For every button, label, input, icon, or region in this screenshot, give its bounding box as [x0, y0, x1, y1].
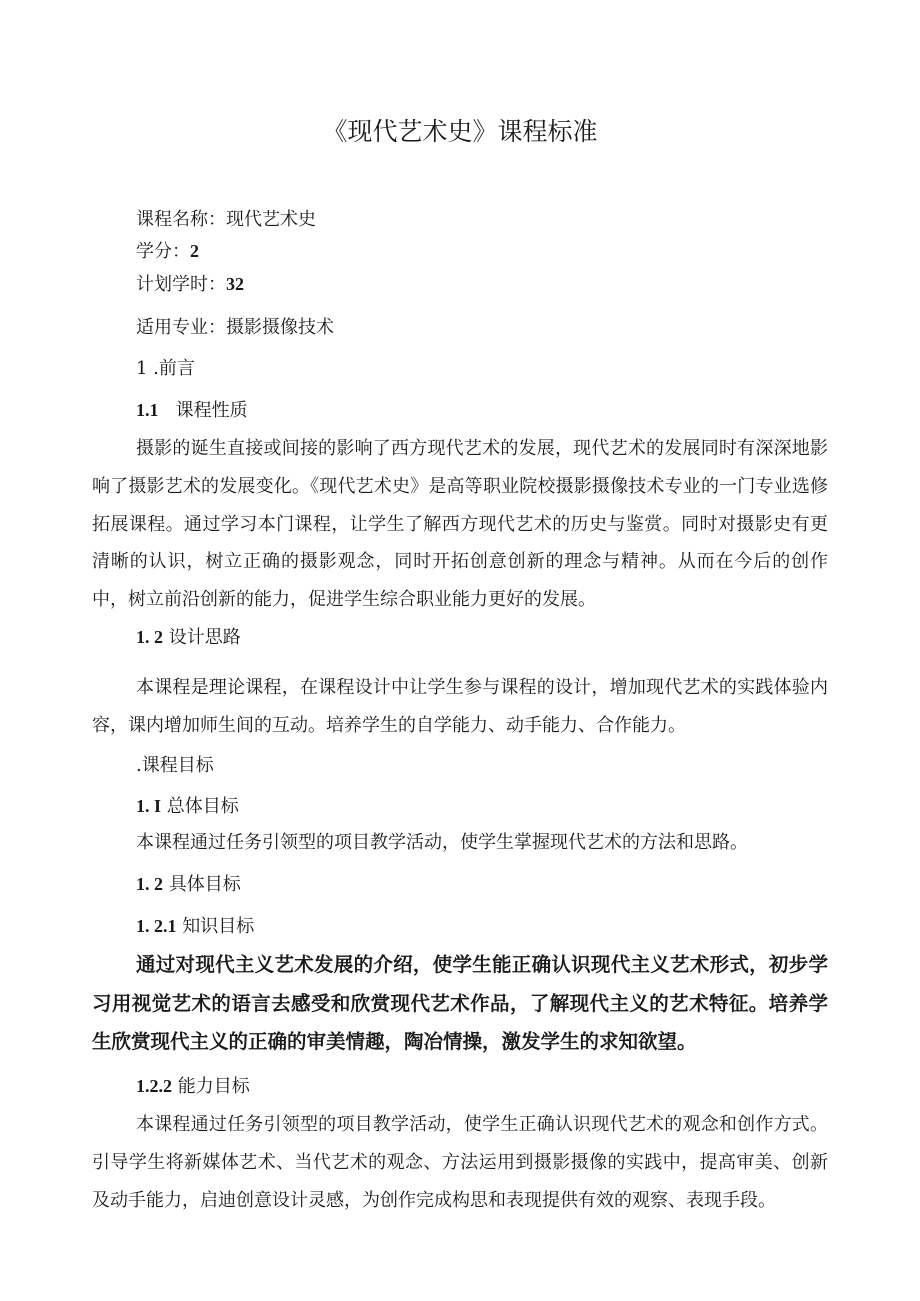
paragraph-course-nature: 摄影的诞生直接或间接的影响了西方现代艺术的发展，现代艺术的发展同时有深深地影响了摄影艺术的发展变化。《现代艺术史》是高等职业院校摄影摄像技术专业的一门专业选修拓展课程。通过学习本门课程，让学生了解西方现代艺术的历史与鉴赏。同时对摄影史有更清晰的认识，树立正确的摄影观念，同时开拓创意创新的理念与精神。从而在今后的创作中，树立前沿创新的能力，促进学生综合职业能力更好的发展。	[92, 438, 828, 611]
major-label: 适用专业：	[136, 317, 226, 338]
credits-line	[136, 239, 199, 264]
section-2-2-2-heading	[136, 1074, 250, 1099]
document-title: 《现代艺术史》课程标准	[322, 117, 598, 146]
course-name-value: 现代艺术史	[226, 209, 316, 230]
paragraph-knowledge-goal: 通过对现代主义艺术发展的介绍，使学生能正确认识现代主义艺术形式，初步学习用视觉艺术的语言去感受和欣赏现代艺术作品，了解现代主义的艺术特征。培养学生欣赏现代主义的正确的审美情趣，陶冶情操，激发学生的求知欲望。	[92, 953, 828, 1053]
section-title: 能力目标	[177, 1076, 250, 1097]
hours-line	[136, 272, 244, 297]
section-1-heading: 1 .前言	[136, 358, 195, 379]
section-title: 总体目标	[166, 796, 239, 817]
section-number: 1. 2.1	[136, 916, 177, 936]
course-name-label: 课程名称：	[136, 209, 226, 230]
section-title: 课程性质	[175, 400, 248, 421]
course-name-line	[136, 208, 316, 232]
section-title: 设计思路	[168, 627, 241, 648]
section-1-1-heading	[136, 398, 248, 423]
major-value: 摄影摄像技术	[226, 317, 334, 338]
section-2-2-1-heading	[136, 914, 254, 939]
hours-label: 计划学时：	[136, 274, 226, 295]
section-number: 1. 2	[136, 627, 163, 647]
section-title: 知识目标	[182, 916, 255, 937]
credits-value: 2	[190, 241, 199, 261]
section-2-1-heading	[136, 794, 239, 819]
major-line	[136, 316, 334, 340]
credits-label: 学分：	[136, 241, 190, 262]
section-number: 1. I	[136, 796, 162, 816]
paragraph-overall-goal: 本课程通过任务引领型的项目教学活动，使学生掌握现代艺术的方法和思路。	[136, 832, 748, 853]
paragraph-design-idea: 本课程是理论课程，在课程设计中让学生参与课程的设计，增加现代艺术的实践体验内容，课内增加师生间的互动。培养学生的自学能力、动手能力、合作能力。	[92, 677, 828, 736]
paragraph-ability-goal: 本课程通过任务引领型的项目教学活动，使学生正确认识现代艺术的观念和创作方式。引导学生将新媒体艺术、当代艺术的观念、方法运用到摄影摄像的实践中，提高审美、创新及动手能力，启迪创意设计灵感，为创作完成构思和表现提供有效的观察、表现手段。	[92, 1114, 828, 1211]
section-number: 1. 2	[136, 874, 163, 894]
section-title: 具体目标	[168, 874, 241, 895]
section-number: 1.1	[136, 400, 159, 420]
section-2-2-heading	[136, 872, 241, 897]
section-1-2-heading	[136, 625, 241, 650]
section-number: 1.2.2	[136, 1076, 172, 1096]
hours-value: 32	[226, 274, 244, 294]
section-2-heading: .课程目标	[136, 755, 214, 776]
